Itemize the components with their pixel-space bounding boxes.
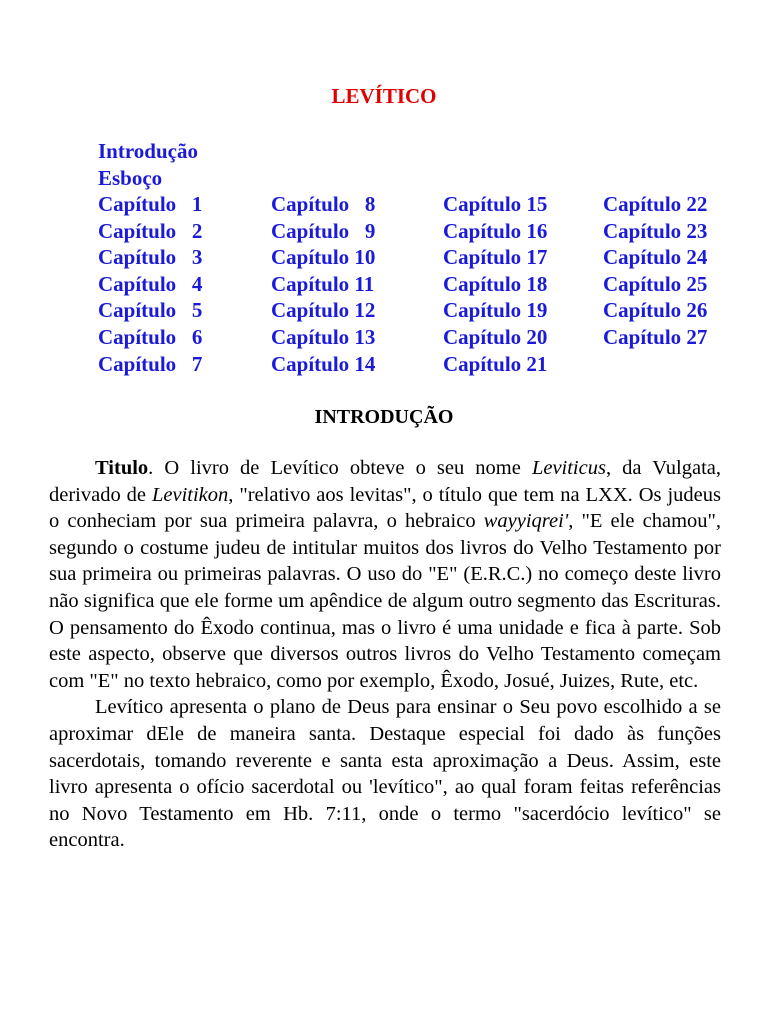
toc-link-chapter-1[interactable]: Capítulo 1 [98,192,203,216]
paragraph-title [49,455,721,694]
toc-column-3 [443,191,547,377]
toc-link-chapter-7[interactable]: Capítulo 7 [98,351,203,376]
section-heading: INTRODUÇÃO [314,406,454,428]
toc-link-chapter-2[interactable]: Capítulo 2 [98,218,203,243]
toc-link-chapter-21[interactable]: Capítulo 21 [443,351,548,376]
book-title: LEVÍTICO [331,84,437,108]
toc-link-chapter-8[interactable]: Capítulo 8 [271,192,376,216]
toc-top-links [98,138,198,191]
toc-link-chapter-17[interactable]: Capítulo 17 [443,245,548,270]
toc-link-chapter-23[interactable]: Capítulo 23 [603,218,708,243]
toc-link-chapter-11[interactable]: Capítulo 11 [271,271,375,296]
body-text [49,455,721,854]
toc-column-1 [98,191,202,377]
toc-link-chapter-19[interactable]: Capítulo 19 [443,298,548,323]
toc-link-chapter-22[interactable]: Capítulo 22 [603,192,708,216]
toc-link-chapter-3[interactable]: Capítulo 3 [98,245,203,270]
toc-link-chapter-16[interactable]: Capítulo 16 [443,218,548,243]
paragraph-text: , "E ele chamou", segundo o costume judeu de intitular muitos dos livros do Velho Testamento por sua primeira ou primeiras palavras. O uso do "E" (E.R.C.) no começo deste livro não significa que ele forme um apêndice de algum outro segmento das Escrituras. O pensamento do Êxodo continua, mas o livro é uma unidade e fica à parte. Sob este aspecto, observe que diversos outros livros do Velho Testamento começam com "E" no texto hebraico, como por exemplo, Êxodo, Josué, Juizes, Rute, etc. [49,510,722,692]
toc-link-chapter-5[interactable]: Capítulo 5 [98,298,203,323]
toc-link-outline[interactable]: Esboço [98,165,163,190]
toc-link-chapter-27[interactable]: Capítulo 27 [603,324,708,349]
paragraph-plan: Levítico apresenta o plano de Deus para ensinar o Seu povo escolhido a se aproximar dEle de maneira santa. Destaque especial foi dado às funções sacerdotais, tomando reverente e santa esta aproximação a Deus. Assim, este livro apresenta o ofício sacerdotal ou 'levítico", ao qual foram feitas referências no Novo Testamento em Hb. 7:11, onde o termo "sacerdócio levítico" se encontra. [49,696,721,852]
toc-column-2 [271,191,375,377]
paragraph-lead: Titulo [95,457,149,479]
toc-link-chapter-18[interactable]: Capítulo 18 [443,271,548,296]
toc-link-chapter-13[interactable]: Capítulo 13 [271,324,376,349]
toc-link-chapter-12[interactable]: Capítulo 12 [271,298,376,323]
toc-link-chapter-20[interactable]: Capítulo 20 [443,324,548,349]
italic-term: Levitikon [151,483,229,506]
italic-term: wayyiqrei' [483,510,569,533]
paragraph-text: , "relativo aos levitas", o título que tem na LXX. Os judeus o conheciam por sua primeira palavra, o hebraico [49,483,721,533]
toc-link-chapter-24[interactable]: Capítulo 24 [603,245,708,270]
italic-term: Leviticus [531,457,606,479]
paragraph-text: , da Vulgata, derivado de [49,457,721,506]
toc-link-chapter-6[interactable]: Capítulo 6 [98,324,203,349]
toc-link-chapter-4[interactable]: Capítulo 4 [98,271,203,296]
paragraph-text: . O livro de Levítico obteve o seu nome [148,457,532,479]
toc-link-chapter-10[interactable]: Capítulo 10 [271,245,376,270]
toc-link-chapter-14[interactable]: Capítulo 14 [271,351,376,376]
toc-link-chapter-15[interactable]: Capítulo 15 [443,192,548,216]
toc-link-chapter-26[interactable]: Capítulo 26 [603,298,708,323]
toc-link-introduction[interactable]: Introdução [98,139,198,163]
toc-column-4 [603,191,707,351]
toc-link-chapter-9[interactable]: Capítulo 9 [271,218,376,243]
toc-link-chapter-25[interactable]: Capítulo 25 [603,271,708,296]
